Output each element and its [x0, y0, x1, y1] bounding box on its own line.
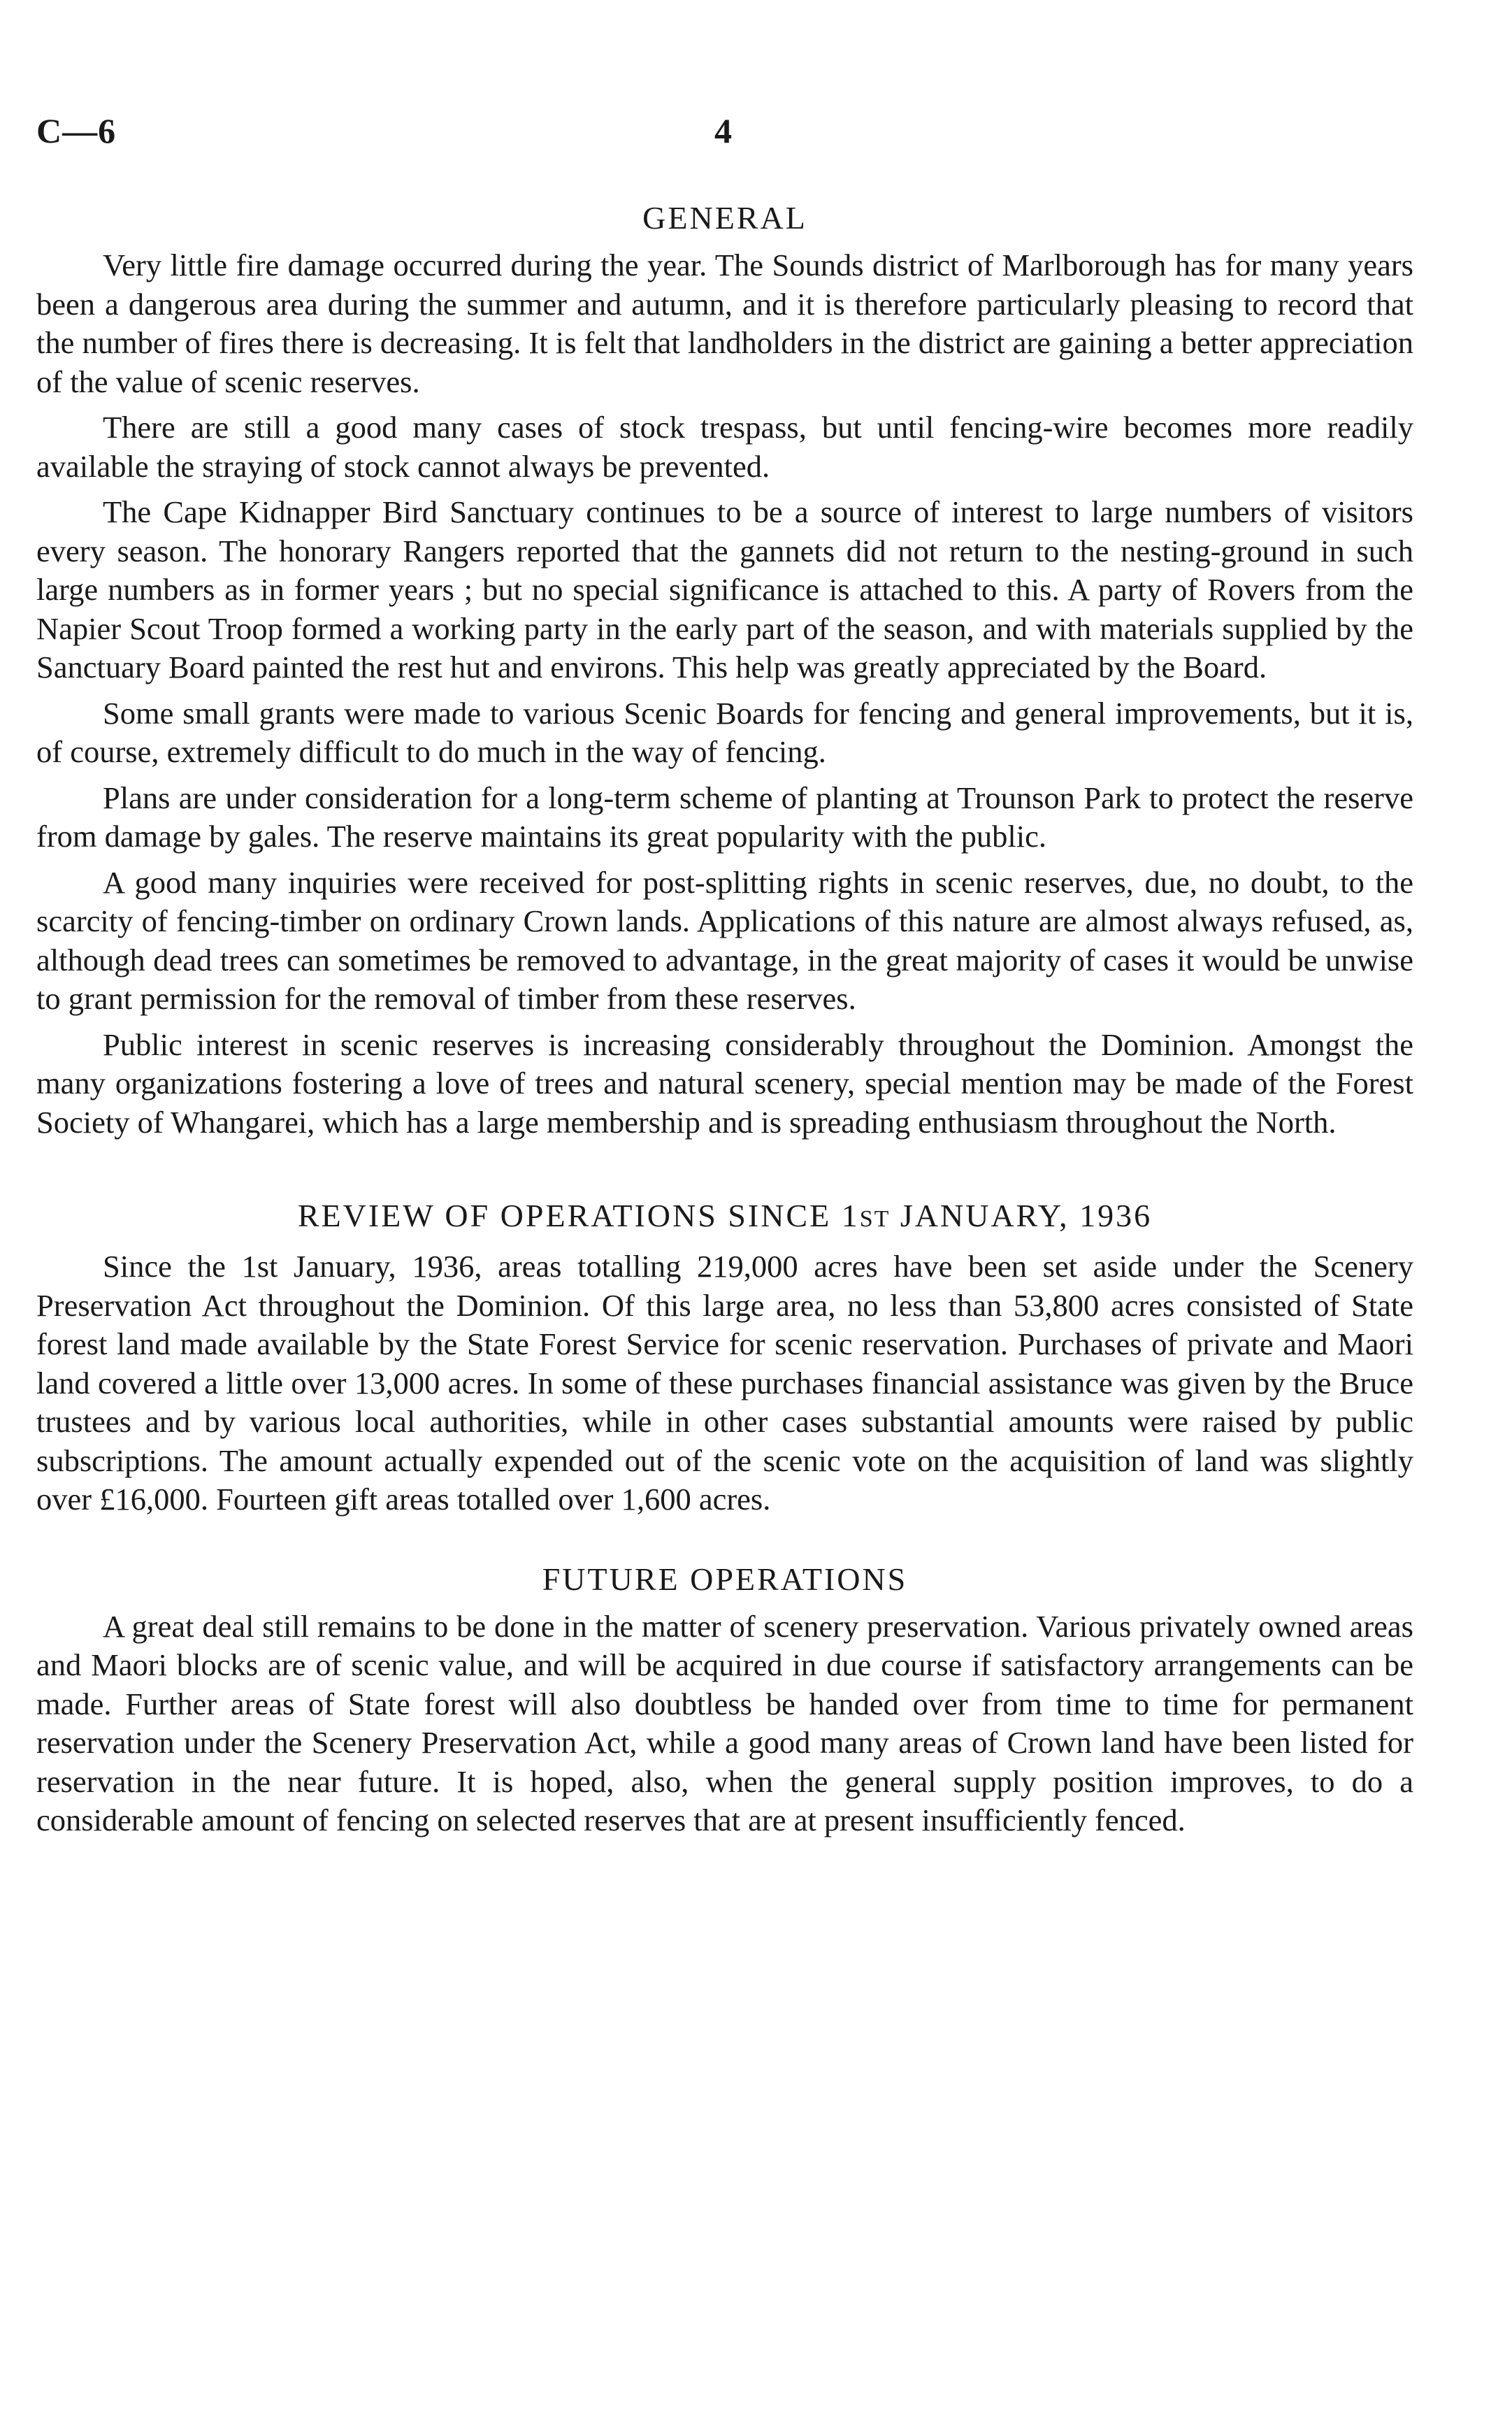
section-general — [36, 197, 1413, 1142]
document-reference: C—6 — [36, 111, 117, 150]
paragraph-fire-damage: Very little fire damage occurred during the year. The Sounds district of Marlborough has for many years been a dangerous area during the summer and autumn, and it is therefore particularly pleasing to record that the number of fires there is decreasing. It is felt that landholders in the district are gaining a better appreciation of the value of scenic reserves. — [36, 248, 1413, 399]
paragraph-bird-sanctuary: The Cape Kidnapper Bird Sanctuary continues to be a source of interest to large numbers of visitors every season. The honorary Rangers reported that the gannets did not return to the nesting-ground in such large numbers as in former years ; but no special significance is attached to this. A party of Rovers from the Napier Scout Troop formed a working party in the early part of the season, and with materials supplied by the Sanctuary Board painted the rest hut and environs. This help was greatly appreciated by the Board. — [36, 494, 1413, 685]
document-page — [36, 0, 1413, 2415]
paragraph-stock-trespass: There are still a good many cases of stock trespass, but until fencing-wire becomes more readily available the straying of stock cannot always be prevented. — [36, 410, 1413, 484]
section-heading-future: FUTURE OPERATIONS — [542, 1561, 908, 1597]
paragraph-post-splitting: A good many inquiries were received for post-splitting rights in scenic reserves, due, no doubt, to the scarcity of fencing-timber on ordinary Crown lands. Applications of this nature are almost always refused, as, although dead trees can sometimes be removed to advantage, in the great majority of cases it would be unwise to grant permission for the removal of timber from these reserves. — [36, 864, 1413, 1016]
section-heading-review: REVIEW OF OPERATIONS SINCE 1ST JANUARY, 1936 — [297, 1198, 1153, 1233]
paragraph-future: A great deal still remains to be done in the matter of scenery preservation. Various privately owned areas and Maori blocks are of scenic value, and will be acquired in due course if satisfactory arrangements can be made. Further areas of State forest will also doubtless be handed over from time to time for permanent reservation under the Scenery Preservation Act, while a good many areas of Crown land have been listed for reservation in the near future. It is hoped, also, when the general supply position improves, to do a considerable amount of fencing on selected reserves that are at present insufficiently fenced. — [36, 1608, 1413, 1837]
document-body — [36, 197, 1413, 1847]
paragraph-review: Since the 1st January, 1936, areas totalling 219,000 acres have been set aside under the Scenery Preservation Act throughout the Dominion. Of this large area, no less than 53,800 acres consisted of State forest land made available by the State Forest Service for scenic reservation. Purchases of private and Maori land covered a little over 13,000 acres. In some of these purchases financial assistance was given by the Bruce trustees and by various local authorities, while in other cases substantial amounts were raised by public subscriptions. The amount actually expended out of the scenic vote on the acquisition of land was slightly over £16,000. Fourteen gift areas totalled over 1,600 acres. — [36, 1249, 1413, 1517]
section-review — [36, 1195, 1413, 1519]
section-heading-general: GENERAL — [642, 200, 807, 236]
paragraph-scenic-grants: Some small grants were made to various Scenic Boards for fencing and general improvements, but it is, of course, extremely difficult to do much in the way of fencing. — [36, 695, 1413, 769]
page-number: 4 — [714, 111, 732, 150]
section-future — [36, 1558, 1413, 1840]
paragraph-trounson-park: Plans are under consideration for a long-term scheme of planting at Trounson Park to protect the reserve from damage by gales. The reserve maintains its great popularity with the public. — [36, 780, 1413, 854]
paragraph-public-interest: Public interest in scenic reserves is increasing considerably throughout the Dominion. Amongst the many organizations fostering a love of trees and natural scenery, special mention may be made of the Forest Society of Whangarei, which has a large membership and is spreading enthusiasm throughout the North. — [36, 1026, 1413, 1140]
